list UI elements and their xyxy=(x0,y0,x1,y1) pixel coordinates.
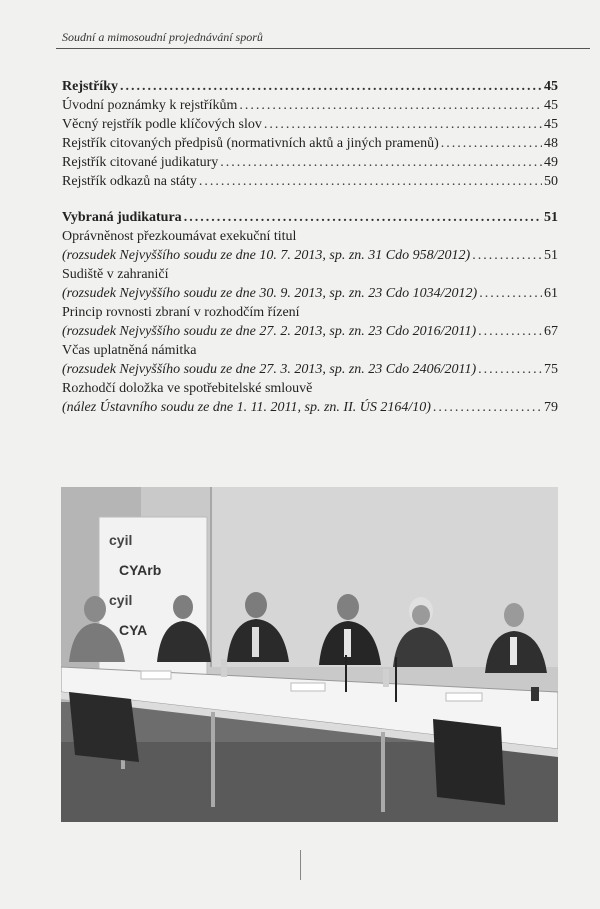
toc-page-number: 45 xyxy=(544,117,558,132)
leader-dots xyxy=(472,246,542,265)
toc-heading-vybrana-judikatura[interactable] xyxy=(62,208,558,227)
toc-case-title[interactable] xyxy=(62,379,558,398)
toc-page-number: 67 xyxy=(544,324,558,339)
toc-case-title-label: Sudiště v zahraničí xyxy=(62,267,169,282)
leader-dots xyxy=(184,208,542,227)
toc-case-title[interactable] xyxy=(62,303,558,322)
toc-page-number: 51 xyxy=(544,248,558,263)
toc-heading-label: Vybraná judikatura xyxy=(62,210,182,225)
banner-text: cyil xyxy=(109,532,133,548)
leader-dots xyxy=(264,115,542,134)
banner-text: CYArb xyxy=(119,562,162,578)
toc-case-title-label: Oprávněnost přezkoumávat exekuční titul xyxy=(62,229,297,244)
section-gap xyxy=(62,191,558,208)
toc-citation-label: (rozsudek Nejvyššího soudu ze dne 27. 3. 2013, sp. zn. 23 Cdo 2406/2011) xyxy=(62,362,477,377)
toc-entry[interactable] xyxy=(62,134,558,153)
banner-text: CYA xyxy=(119,622,148,638)
toc-entry[interactable] xyxy=(62,96,558,115)
toc-entry-label: Rejstřík citovaných předpisů (normativních aktů a jiných pramenů) xyxy=(62,136,439,151)
toc-case-citation[interactable] xyxy=(62,246,558,265)
toc-entry-label: Úvodní poznámky k rejstříkům xyxy=(62,98,238,113)
leader-dots xyxy=(441,134,542,153)
toc-case-citation[interactable] xyxy=(62,322,558,341)
photo-illustration xyxy=(61,487,558,822)
toc-entry[interactable] xyxy=(62,115,558,134)
toc-page-number: 51 xyxy=(544,210,558,225)
toc-citation-label: (nález Ústavního soudu ze dne 1. 11. 2011, sp. zn. II. ÚS 2164/10) xyxy=(62,400,431,415)
toc-heading-label: Rejstříky xyxy=(62,79,118,94)
toc-page-number: 79 xyxy=(544,400,558,415)
leader-dots xyxy=(478,360,542,379)
table-of-contents xyxy=(62,77,558,417)
toc-heading-rejstriky[interactable] xyxy=(62,77,558,96)
leader-dots xyxy=(479,284,542,303)
toc-page-number: 45 xyxy=(544,79,558,94)
leader-dots xyxy=(220,153,542,172)
banner-text: cyil xyxy=(109,592,133,608)
panel-discussion-photo xyxy=(61,487,558,822)
toc-citation-label: (rozsudek Nejvyššího soudu ze dne 27. 2. 2013, sp. zn. 23 Cdo 2016/2011) xyxy=(62,324,477,339)
toc-case-citation[interactable] xyxy=(62,360,558,379)
toc-case-title-label: Princip rovnosti zbraní v rozhodčím řízení xyxy=(62,305,300,320)
toc-case-title-label: Včas uplatněná námitka xyxy=(62,343,197,358)
toc-entry[interactable] xyxy=(62,153,558,172)
leader-dots xyxy=(478,322,542,341)
toc-case-citation[interactable] xyxy=(62,284,558,303)
toc-case-title[interactable] xyxy=(62,227,558,246)
leader-dots xyxy=(239,96,542,115)
toc-case-title[interactable] xyxy=(62,265,558,284)
toc-entry-label: Rejstřík citované judikatury xyxy=(62,155,219,170)
toc-case-title-label: Rozhodčí doložka ve spotřebitelské smlouvě xyxy=(62,381,313,396)
toc-entry-label: Věcný rejstřík podle klíčových slov xyxy=(62,117,262,132)
toc-case-title[interactable] xyxy=(62,341,558,360)
toc-page-number: 49 xyxy=(544,155,558,170)
running-title: Soudní a mimosoudní projednávání sporů xyxy=(62,30,263,44)
toc-page-number: 61 xyxy=(544,286,558,301)
header-rule xyxy=(56,48,590,49)
leader-dots xyxy=(120,77,542,96)
scan-mark xyxy=(300,850,301,880)
toc-page-number: 50 xyxy=(544,174,558,189)
leader-dots xyxy=(433,398,542,417)
toc-page-number: 45 xyxy=(544,98,558,113)
toc-page-number: 75 xyxy=(544,362,558,377)
leader-dots xyxy=(199,172,542,191)
toc-entry-label: Rejstřík odkazů na státy xyxy=(62,174,197,189)
toc-citation-label: (rozsudek Nejvyššího soudu ze dne 30. 9. 2013, sp. zn. 23 Cdo 1034/2012) xyxy=(62,286,478,301)
toc-page-number: 48 xyxy=(544,136,558,151)
toc-citation-label: (rozsudek Nejvyššího soudu ze dne 10. 7. 2013, sp. zn. 31 Cdo 958/2012) xyxy=(62,248,471,263)
toc-case-citation[interactable] xyxy=(62,398,558,417)
toc-entry[interactable] xyxy=(62,172,558,191)
